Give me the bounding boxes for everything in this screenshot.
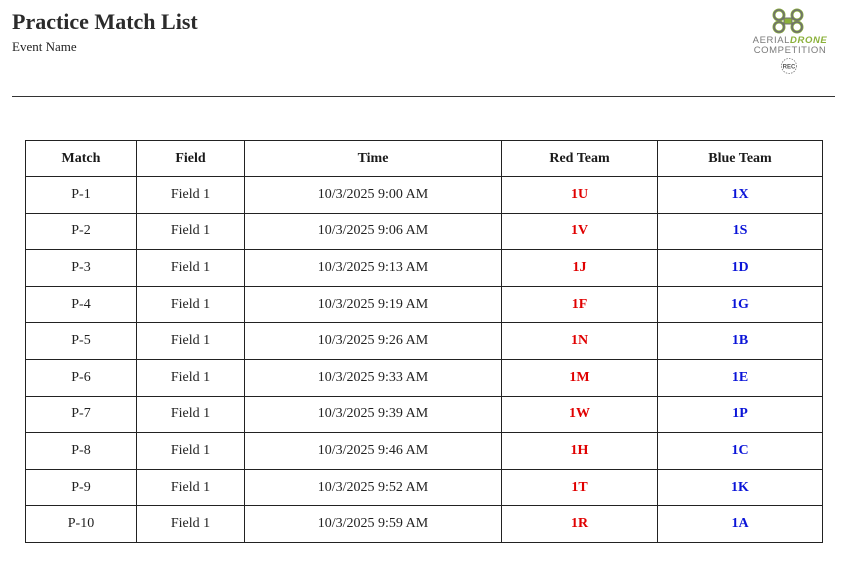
drone-logo-icon (770, 8, 806, 34)
time-cell: 10/3/2025 9:19 AM (245, 286, 502, 323)
table-row (26, 286, 823, 323)
time-cell: 10/3/2025 9:33 AM (245, 359, 502, 396)
match-cell: P-5 (26, 323, 137, 360)
red-team-cell: 1T (502, 469, 658, 506)
time-cell: 10/3/2025 9:00 AM (245, 177, 502, 214)
blue-team-cell: 1D (658, 250, 823, 287)
rec-foundation-badge-icon (777, 57, 801, 75)
logo-word-aerial: AERIAL (752, 35, 791, 46)
match-cell: P-6 (26, 359, 137, 396)
table-header-row (26, 141, 823, 177)
logo-wordmark-line2: COMPETITION (753, 45, 827, 56)
header-divider (12, 96, 835, 97)
page-title: Practice Match List (12, 9, 198, 34)
column-header-field: Field (137, 141, 245, 177)
column-header-red-team: Red Team (502, 141, 658, 177)
field-cell: Field 1 (137, 213, 245, 250)
table-row (26, 177, 823, 214)
red-team-cell: 1V (502, 213, 658, 250)
blue-team-cell: 1K (658, 469, 823, 506)
red-team-cell: 1W (502, 396, 658, 433)
logo-word-drone: DRONE (790, 35, 828, 46)
table-row (26, 469, 823, 506)
match-cell: P-7 (26, 396, 137, 433)
time-cell: 10/3/2025 9:06 AM (245, 213, 502, 250)
field-cell: Field 1 (137, 177, 245, 214)
table-row (26, 359, 823, 396)
table-row (26, 250, 823, 287)
blue-team-cell: 1X (658, 177, 823, 214)
match-cell: P-3 (26, 250, 137, 287)
column-header-match: Match (26, 141, 137, 177)
match-cell: P-10 (26, 506, 137, 543)
table-row (26, 396, 823, 433)
match-cell: P-4 (26, 286, 137, 323)
blue-team-cell: 1E (658, 359, 823, 396)
field-cell: Field 1 (137, 286, 245, 323)
field-cell: Field 1 (137, 323, 245, 360)
event-name: Event Name (12, 39, 77, 54)
table-row (26, 433, 823, 470)
blue-team-cell: 1G (658, 286, 823, 323)
red-team-cell: 1F (502, 286, 658, 323)
time-cell: 10/3/2025 9:59 AM (245, 506, 502, 543)
red-team-cell: 1N (502, 323, 658, 360)
field-cell: Field 1 (137, 359, 245, 396)
time-cell: 10/3/2025 9:46 AM (245, 433, 502, 470)
field-cell: Field 1 (137, 433, 245, 470)
blue-team-cell: 1B (658, 323, 823, 360)
table-row (26, 323, 823, 360)
aerial-drone-competition-logo (745, 8, 835, 76)
blue-team-cell: 1P (658, 396, 823, 433)
blue-team-cell: 1S (658, 213, 823, 250)
column-header-blue-team: Blue Team (658, 141, 823, 177)
red-team-cell: 1M (502, 359, 658, 396)
field-cell: Field 1 (137, 250, 245, 287)
match-cell: P-9 (26, 469, 137, 506)
field-cell: Field 1 (137, 396, 245, 433)
table-row (26, 506, 823, 543)
practice-match-table (25, 140, 823, 543)
table-row (26, 213, 823, 250)
field-cell: Field 1 (137, 506, 245, 543)
rec-badge-text: REC (782, 64, 796, 71)
time-cell: 10/3/2025 9:52 AM (245, 469, 502, 506)
field-cell: Field 1 (137, 469, 245, 506)
match-cell: P-1 (26, 177, 137, 214)
time-cell: 10/3/2025 9:26 AM (245, 323, 502, 360)
red-team-cell: 1J (502, 250, 658, 287)
time-cell: 10/3/2025 9:13 AM (245, 250, 502, 287)
document-header (12, 8, 835, 97)
match-cell: P-8 (26, 433, 137, 470)
blue-team-cell: 1C (658, 433, 823, 470)
column-header-time: Time (245, 141, 502, 177)
blue-team-cell: 1A (658, 506, 823, 543)
red-team-cell: 1R (502, 506, 658, 543)
red-team-cell: 1U (502, 177, 658, 214)
time-cell: 10/3/2025 9:39 AM (245, 396, 502, 433)
red-team-cell: 1H (502, 433, 658, 470)
match-cell: P-2 (26, 213, 137, 250)
